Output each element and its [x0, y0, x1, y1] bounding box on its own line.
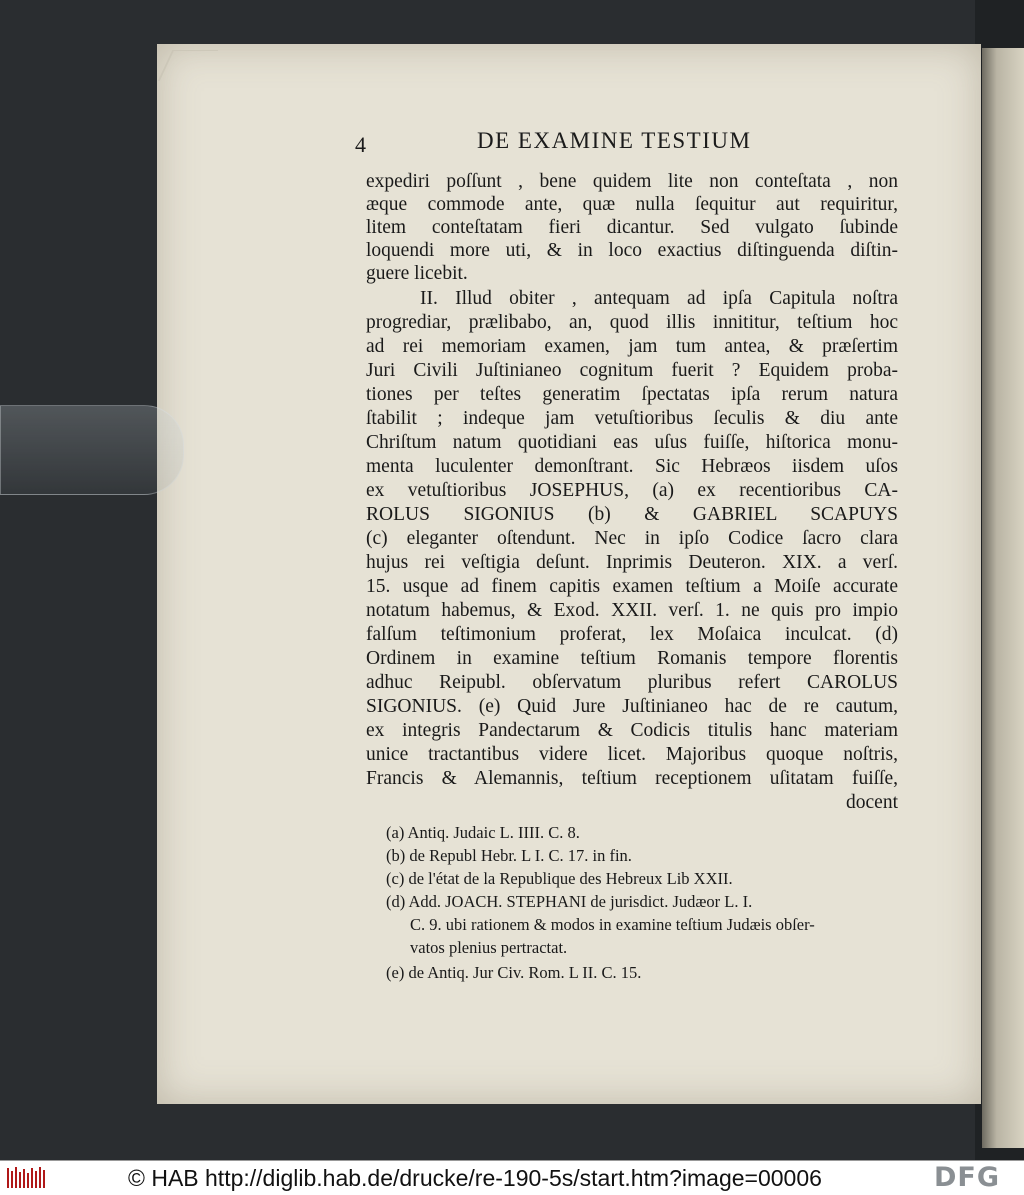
- text-line: tiones per teſtes generatim ſpectatas ipſa rerum natura: [366, 384, 898, 405]
- text-line: æque commode ante, quæ nulla ſequitur aut requiritur,: [366, 194, 898, 215]
- text-line: Ordinem in examine teſtium Romanis tempore florentis: [366, 648, 898, 669]
- text-line: Chriſtum natum quotidiani eas uſus fuiſſe, hiſtorica monu-: [366, 432, 898, 453]
- viewer-footer: [0, 1160, 1024, 1195]
- copyright-link[interactable]: © HAB http://diglib.hab.de/drucke/re-190-5s/start.htm?image=00006: [128, 1165, 822, 1191]
- running-head: [355, 128, 975, 158]
- footnote-c: (c) de l'état de la Republique des Hebreux Lib XXII.: [386, 869, 733, 888]
- text-line: ex vetuſtioribus JOSEPHUS, (a) ex recentioribus CA-: [366, 480, 898, 501]
- text-line: ſtabilit ; indeque jam vetuſtioribus ſeculis & diu ante: [366, 408, 898, 429]
- text-line: (c) eleganter oſtendunt. Nec in ipſo Codice ſacro clara: [366, 528, 898, 549]
- page-number: 4: [355, 132, 368, 157]
- text-line: ad rei memoriam examen, jam tum antea, & præſertim: [366, 336, 898, 357]
- text-line: expediri poſſunt , bene quidem lite non conteſtata , non: [366, 171, 898, 192]
- footnote-d: (d) Add. JOACH. STEPHANI de jurisdict. Judæor L. I.: [386, 892, 753, 911]
- text-line: SIGONIUS. (e) Quid Jure Juſtinianeo hac de re cautum,: [366, 696, 898, 717]
- footnote-b: (b) de Republ Hebr. L I. C. 17. in fin.: [386, 846, 632, 865]
- text-line: ex integris Pandectarum & Codicis titulis hanc materiam: [366, 720, 898, 741]
- text-line: ROLUS SIGONIUS (b) & GABRIEL SCAPUYS: [366, 504, 898, 525]
- text-line: guere licebit.: [366, 263, 468, 284]
- text-line: menta luculenter demonſtrant. Sic Hebræos iisdem uſos: [366, 456, 898, 477]
- paragraph-start: II. Illud obiter , antequam ad ipſa Capitula noſtra: [420, 288, 898, 309]
- text-line: litem conteſtatam fieri dicantur. Sed vulgato ſubinde: [366, 217, 898, 238]
- footnote-a: (a) Antiq. Judaic L. IIII. C. 8.: [386, 823, 580, 842]
- text-line: notatum habemus, & Exod. XXII. verſ. 1. ne quis pro impio: [366, 600, 898, 621]
- text-line: Francis & Alemannis, teſtium receptionem uſitatam fuiſſe,: [366, 768, 898, 789]
- text-line: 15. usque ad finem capitis examen teſtium a Moiſe accurate: [366, 576, 898, 597]
- text-line: falſum teſtimonium proferat, lex Moſaica inculcat. (d): [366, 624, 898, 645]
- catchword: docent: [846, 792, 898, 813]
- hab-logo-icon: [6, 1165, 46, 1191]
- dfg-logo: DFG: [934, 1162, 1001, 1193]
- footnote-e: (e) de Antiq. Jur Civ. Rom. L II. C. 15.: [386, 963, 642, 982]
- text-line: adhuc Reipubl. obſervatum pluribus refert CAROLUS: [366, 672, 898, 693]
- text-line: unice tractantibus videre licet. Majoribus quoque noſtris,: [366, 744, 898, 765]
- text-line: hujus rei veſtigia deſunt. Inprimis Deuteron. XIX. a verſ.: [366, 552, 898, 573]
- running-title: DE EXAMINE TESTIUM: [477, 128, 752, 153]
- page-clip: [0, 405, 184, 495]
- footnote-d-continued: C. 9. ubi rationem & modos in examine teſtium Judæis obſer-: [410, 915, 815, 934]
- text-line: loquendi more uti, & in loco exactius diſtinguenda diſtin-: [366, 240, 898, 261]
- facing-page-edge: [982, 48, 1024, 1148]
- footnote-d-continued: vatos plenius pertractat.: [410, 938, 568, 957]
- text-line: progrediar, prælibabo, an, quod illis innititur, teſtium hoc: [366, 312, 898, 333]
- text-line: Juri Civili Juſtinianeo cognitum fuerit ? Equidem proba-: [366, 360, 898, 381]
